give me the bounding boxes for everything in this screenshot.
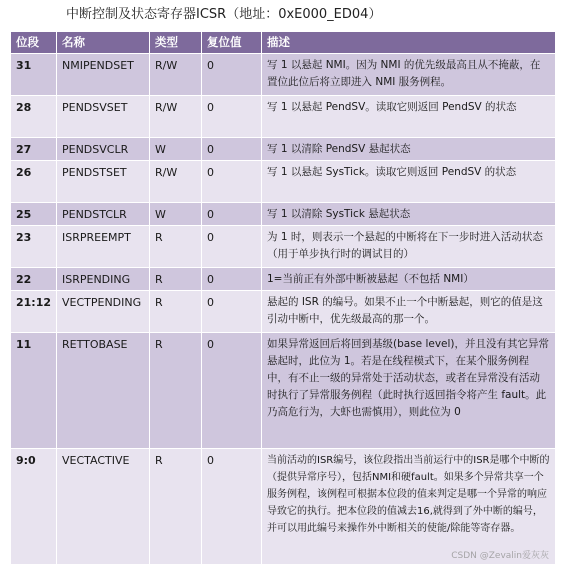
description-cell: 当前活动的ISR编号，该位段指出当前运行中的ISR是哪个中断的（提供异常序号），包括NMI和硬fault。如果多个异常共享一个服务例程，该例程可根据本位段的值来判定是哪一个异常的响应导致它的执行。把本位段的值减去16,就得到了外中断的编号，并可以用此编号来操作外中断相关的使能/除能等寄存器。 xyxy=(262,449,556,565)
column-header-name: 名称 xyxy=(57,32,150,54)
reset-cell: 0 xyxy=(202,333,262,449)
bit-cell: 9:0 xyxy=(11,449,57,565)
bit-cell: 27 xyxy=(11,138,57,161)
column-header-description: 描述 xyxy=(262,32,556,54)
type-cell: W xyxy=(150,203,202,226)
table-row xyxy=(11,96,556,138)
name-cell: ISRPENDING xyxy=(57,268,150,291)
name-cell: PENDSTCLR xyxy=(57,203,150,226)
type-cell: R xyxy=(150,291,202,333)
reset-cell: 0 xyxy=(202,226,262,268)
type-cell: R/W xyxy=(150,54,202,96)
bit-cell: 28 xyxy=(11,96,57,138)
table-row xyxy=(11,161,556,203)
description-cell: 悬起的 ISR 的编号。如果不止一个中断悬起，则它的值是这引动中断中，优先级最高的那一个。 xyxy=(262,291,556,333)
table-row xyxy=(11,138,556,161)
bit-cell: 22 xyxy=(11,268,57,291)
type-cell: R xyxy=(150,268,202,291)
name-cell: PENDSVSET xyxy=(57,96,150,138)
reset-cell: 0 xyxy=(202,449,262,565)
name-cell: ISRPREEMPT xyxy=(57,226,150,268)
description-cell: 如果异常返回后将回到基级(base level)，并且没有其它异常悬起时，此位为 1。若是在线程模式下，在某个服务例程中，有不止一级的异常处于活动状态，或者在异常没有活动时执行了异常服务例程（此时执行返回指令将产生 fault。此乃高危行为，大虾也需慎用），则此位为 0 xyxy=(262,333,556,449)
table-row xyxy=(11,333,556,449)
table-row xyxy=(11,268,556,291)
description-cell: 1=当前正有外部中断被悬起（不包括 NMI） xyxy=(262,268,556,291)
description-cell: 写 1 以悬起 PendSV。读取它则返回 PendSV 的状态 xyxy=(262,96,556,138)
reset-cell: 0 xyxy=(202,96,262,138)
bit-cell: 26 xyxy=(11,161,57,203)
type-cell: R/W xyxy=(150,161,202,203)
description-cell: 写 1 以清除 SysTick 悬起状态 xyxy=(262,203,556,226)
name-cell: PENDSVCLR xyxy=(57,138,150,161)
name-cell: NMIPENDSET xyxy=(57,54,150,96)
bit-cell: 25 xyxy=(11,203,57,226)
page-title: 中断控制及状态寄存器ICSR（地址：0xE000_ED04） xyxy=(66,7,382,22)
reset-cell: 0 xyxy=(202,138,262,161)
description-cell: 写 1 以悬起 NMI。因为 NMI 的优先级最高且从不掩蔽，在置位此位后将立即进入 NMI 服务例程。 xyxy=(262,54,556,96)
description-cell: 写 1 以清除 PendSV 悬起状态 xyxy=(262,138,556,161)
table-row xyxy=(11,291,556,333)
bit-cell: 31 xyxy=(11,54,57,96)
name-cell: VECTACTIVE xyxy=(57,449,150,565)
watermark-text: CSDN @Zevalin爱灰灰 xyxy=(451,551,549,561)
table-header-row xyxy=(11,32,556,54)
type-cell: R xyxy=(150,449,202,565)
reset-cell: 0 xyxy=(202,291,262,333)
type-cell: R xyxy=(150,226,202,268)
bit-cell: 11 xyxy=(11,333,57,449)
type-cell: R xyxy=(150,333,202,449)
table-row xyxy=(11,54,556,96)
reset-cell: 0 xyxy=(202,161,262,203)
name-cell: PENDSTSET xyxy=(57,161,150,203)
table-row xyxy=(11,203,556,226)
column-header-bit: 位段 xyxy=(11,32,57,54)
column-header-reset: 复位值 xyxy=(202,32,262,54)
icsr-register-table xyxy=(10,31,556,565)
table-row xyxy=(11,226,556,268)
description-cell: 为 1 时，则表示一个悬起的中断将在下一步时进入活动状态（用于单步执行时的调试目的） xyxy=(262,226,556,268)
type-cell: W xyxy=(150,138,202,161)
type-cell: R/W xyxy=(150,96,202,138)
name-cell: VECTPENDING xyxy=(57,291,150,333)
description-cell: 写 1 以悬起 SysTick。读取它则返回 PendSV 的状态 xyxy=(262,161,556,203)
reset-cell: 0 xyxy=(202,203,262,226)
bit-cell: 21:12 xyxy=(11,291,57,333)
name-cell: RETTOBASE xyxy=(57,333,150,449)
reset-cell: 0 xyxy=(202,54,262,96)
reset-cell: 0 xyxy=(202,268,262,291)
column-header-type: 类型 xyxy=(150,32,202,54)
bit-cell: 23 xyxy=(11,226,57,268)
